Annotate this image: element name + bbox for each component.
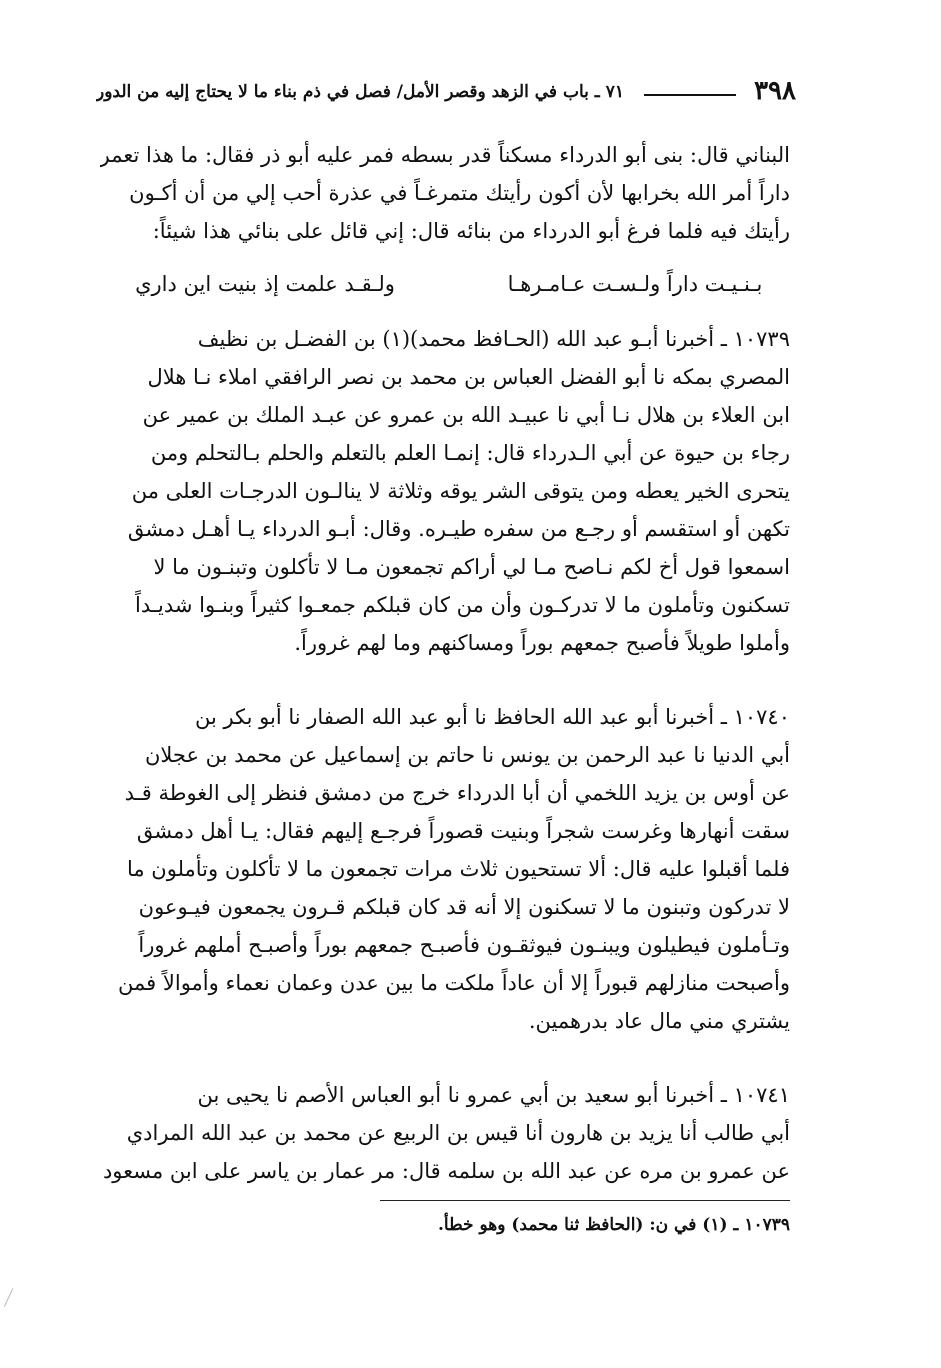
text-line: اسمعوا قول أخ لكم نـاصح مـا لي أراكم تجمعون مـا لا تأكلون وتبنـون ما لا — [153, 555, 790, 579]
text-line: ابن العلاء بن هلال نـا أبي نا عبيـد الله بن عمرو عن عبـد الملك بن عمير عن — [142, 403, 790, 427]
poem-hemistich-first: بـنـيـت داراً ولـسـت عـامـرهـا — [507, 272, 763, 296]
text-line: عن أوس بن يزيد اللخمي أن أبا الدرداء خرج من دمشق فنظر إلى الغوطة قـد — [124, 781, 790, 805]
text-line: ١٠٧٣٩ ـ أخبرنا أبـو عبد الله (الحـافظ محمد)(١) بن الفضـل بن نظيف — [197, 327, 790, 351]
text-line: رأيتك فيه فلما فرغ أبو الدرداء من بنائه قال: إني قائل على بنائي هذا شيئاً: — [152, 219, 790, 243]
text-line: سقت أنهارها وغرست شجراً وبنيت قصوراً فرجـع إليهم فقال: يـا أهل دمشق — [136, 819, 790, 843]
text-line: المصري بمكه نا أبو الفضل العباس بن محمد بن نصر الرافقي املاء نـا هلال — [147, 365, 790, 389]
text-line: ١٠٧٤١ ـ أخبرنا أبو سعيد بن أبي عمرو نا أبو العباس الأصم نا يحيى بن — [197, 1083, 790, 1107]
footnote: ١٠٧٣٩ ـ (١) في ن: (الحافظ ثنا محمد) وهو خطأ. — [438, 1215, 790, 1235]
header-rule — [644, 94, 736, 96]
page-header — [96, 76, 796, 110]
poem-verse — [100, 266, 790, 302]
text-line: البناني قال: بنى أبو الدرداء مسكناً قدر بسطه فمر عليه أبو ذر فقال: ما هذا تعمر — [100, 143, 790, 167]
text-line: أبي الدنيا نا عبد الرحمن بن يونس نا حاتم بن إسماعيل عن محمد بن عجلان — [144, 743, 790, 767]
running-title: ٧١ ـ باب في الزهد وقصر الأمل/ فصل في ذم بناء ما لا يحتاج إليه من الدور — [96, 82, 624, 102]
text-line: فلما أقبلوا عليه قال: ألا تستحيون ثلاث مرات تجمعون ما لا تأكلون وتأملون ما — [126, 857, 790, 881]
text-line: تسكنون وتأملون ما لا تدركـون وأن من كان قبلكم جمعـوا كثيراً وبنـوا شديـداً — [135, 593, 790, 617]
text-line: تكهن أو استقسم أو رجـع من سفره طيـره. وقال: أبـو الدرداء يـا أهـل دمشق — [127, 517, 790, 541]
intro-paragraph — [100, 136, 790, 250]
footnote-divider — [380, 1200, 790, 1201]
text-line: داراً أمر الله بخرابها لأن أكون رأيتك متمرغـاً في عذرة أحب إلي من أن أكـون — [129, 181, 790, 205]
text-line: لا تدركون وتبنون ما لا تسكنون إلا أنه قد كان قبلكم قـرون يجمعون فيـوعون — [138, 895, 790, 919]
margin-mark — [4, 1288, 15, 1307]
narration-10739 — [100, 320, 790, 662]
text-line: ١٠٧٤٠ ـ أخبرنا أبو عبد الله الحافظ نا أبو عبد الله الصفار نا أبو بكر بن — [194, 705, 790, 729]
text-line: يتحرى الخير يعطه ومن يتوقى الشر يوقه وثلاثة لا ينالـون الدرجـات العلى من — [131, 479, 790, 503]
poem-hemistich-second: ولـقـد علمت إذ بنيت اين داري — [135, 272, 395, 296]
text-line: وأملوا طويلاً فأصبح جمعهم بوراً ومساكنهم وما لهم غروراً. — [294, 631, 790, 655]
narration-10740 — [100, 698, 790, 1040]
text-line: عن عمرو بن مره عن عبد الله بن سلمه قال: مر عمار بن ياسر على ابن مسعود — [102, 1159, 790, 1183]
text-line: وتـأملون فيطيلون ويبنـون فيوثقـون فأصبـح جمعهم بوراً وأصبـح أملهم غروراً — [138, 933, 790, 957]
text-line: رجاء بن حيوة عن أبي الـدرداء قال: إنمـا العلم بالتعلم والحلم بـالتحلم ومن — [150, 441, 790, 465]
text-line: وأصبحت منازلهم قبوراً إلا أن عاداً ملكت ما بين عدن وعمان نعماء وأموالاً فمن — [118, 971, 790, 995]
text-line: يشتري مني مال عاد بدرهمين. — [528, 1009, 790, 1033]
text-line: أبي طالب أنا يزيد بن هارون أنا قيس بن الربيع عن محمد بن عبد الله المرادي — [126, 1121, 790, 1145]
page-number: ٣٩٨ — [754, 76, 796, 106]
narration-10741 — [100, 1076, 790, 1190]
